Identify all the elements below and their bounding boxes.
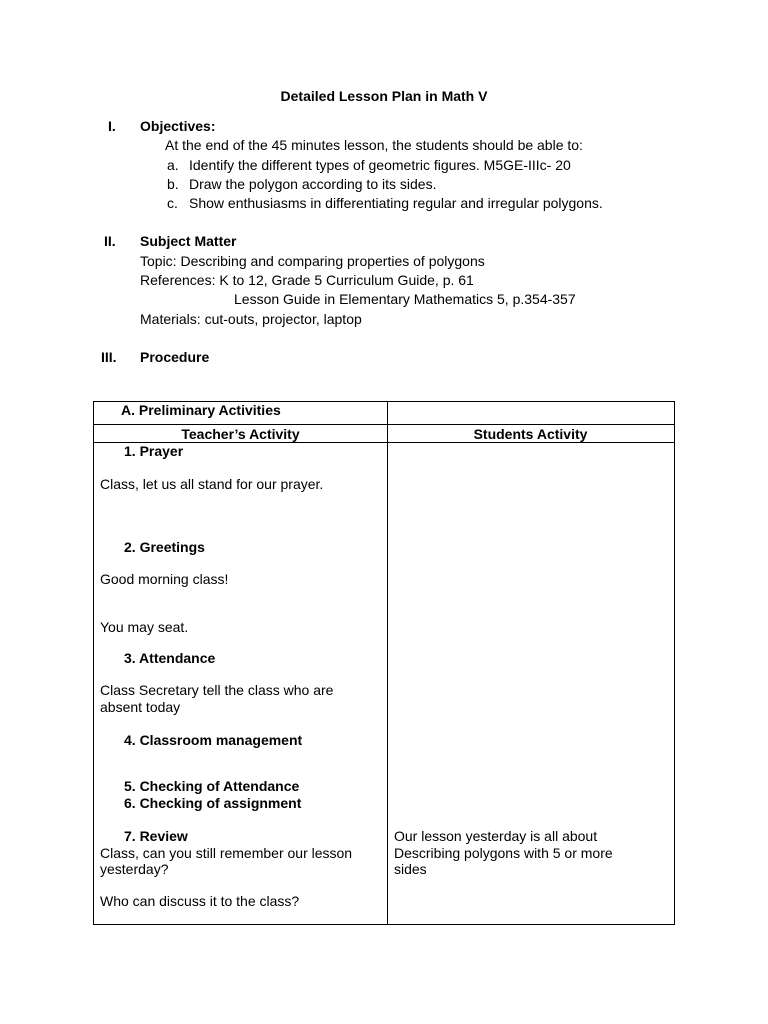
objective-letter-a: a. xyxy=(167,157,179,173)
student-review-response-3: sides xyxy=(394,861,427,877)
review-text-1: Class, can you still remember our lesson xyxy=(100,845,353,861)
classroom-management-heading: 4. Classroom management xyxy=(124,732,303,748)
checking-attendance-heading: 5. Checking of Attendance xyxy=(124,778,300,794)
greetings-heading: 2. Greetings xyxy=(124,539,205,555)
objective-letter-c: c. xyxy=(167,195,178,211)
greetings-text-2: You may seat. xyxy=(100,619,189,635)
objectives-numeral: I. xyxy=(108,118,116,134)
objective-letter-b: b. xyxy=(167,176,179,192)
greetings-text-1: Good morning class! xyxy=(100,571,229,587)
teacher-activity-header: Teacher’s Activity xyxy=(181,426,300,442)
prayer-heading: 1. Prayer xyxy=(124,443,184,459)
preliminary-activities-heading: A. Preliminary Activities xyxy=(121,402,281,418)
objective-item-a: Identify the different types of geometric figures. M5GE-IIIc- 20 xyxy=(189,157,571,173)
procedure-table xyxy=(93,401,675,925)
attendance-heading: 3. Attendance xyxy=(124,650,216,666)
subject-matter-topic: Topic: Describing and comparing properties of polygons xyxy=(140,253,485,269)
document-title: Detailed Lesson Plan in Math V xyxy=(280,88,488,104)
subject-matter-materials: Materials: cut-outs, projector, laptop xyxy=(140,311,362,327)
review-text-2: yesterday? xyxy=(100,861,169,877)
procedure-numeral: III. xyxy=(101,349,117,365)
procedure-heading: Procedure xyxy=(140,349,210,365)
table-row-divider-1 xyxy=(94,424,674,425)
objectives-heading: Objectives: xyxy=(140,118,216,134)
students-activity-header: Students Activity xyxy=(473,426,588,442)
student-review-response-2: Describing polygons with 5 or more xyxy=(394,845,613,861)
subject-matter-heading: Subject Matter xyxy=(140,233,237,249)
attendance-text-2: absent today xyxy=(100,699,181,715)
subject-matter-references: References: K to 12, Grade 5 Curriculum Guide, p. 61 xyxy=(140,272,474,288)
prayer-text: Class, let us all stand for our prayer. xyxy=(100,476,324,492)
objective-item-b: Draw the polygon according to its sides. xyxy=(189,176,437,192)
objectives-intro: At the end of the 45 minutes lesson, the students should be able to: xyxy=(165,137,583,153)
subject-matter-references-2: Lesson Guide in Elementary Mathematics 5, p.354-357 xyxy=(234,291,576,307)
table-column-divider xyxy=(387,402,388,924)
subject-matter-numeral: II. xyxy=(104,233,116,249)
checking-assignment-heading: 6. Checking of assignment xyxy=(124,795,302,811)
review-heading: 7. Review xyxy=(124,828,188,844)
objective-item-c: Show enthusiasms in differentiating regular and irregular polygons. xyxy=(189,195,603,211)
student-review-response-1: Our lesson yesterday is all about xyxy=(394,828,598,844)
review-text-3: Who can discuss it to the class? xyxy=(100,893,300,909)
attendance-text-1: Class Secretary tell the class who are xyxy=(100,682,334,698)
